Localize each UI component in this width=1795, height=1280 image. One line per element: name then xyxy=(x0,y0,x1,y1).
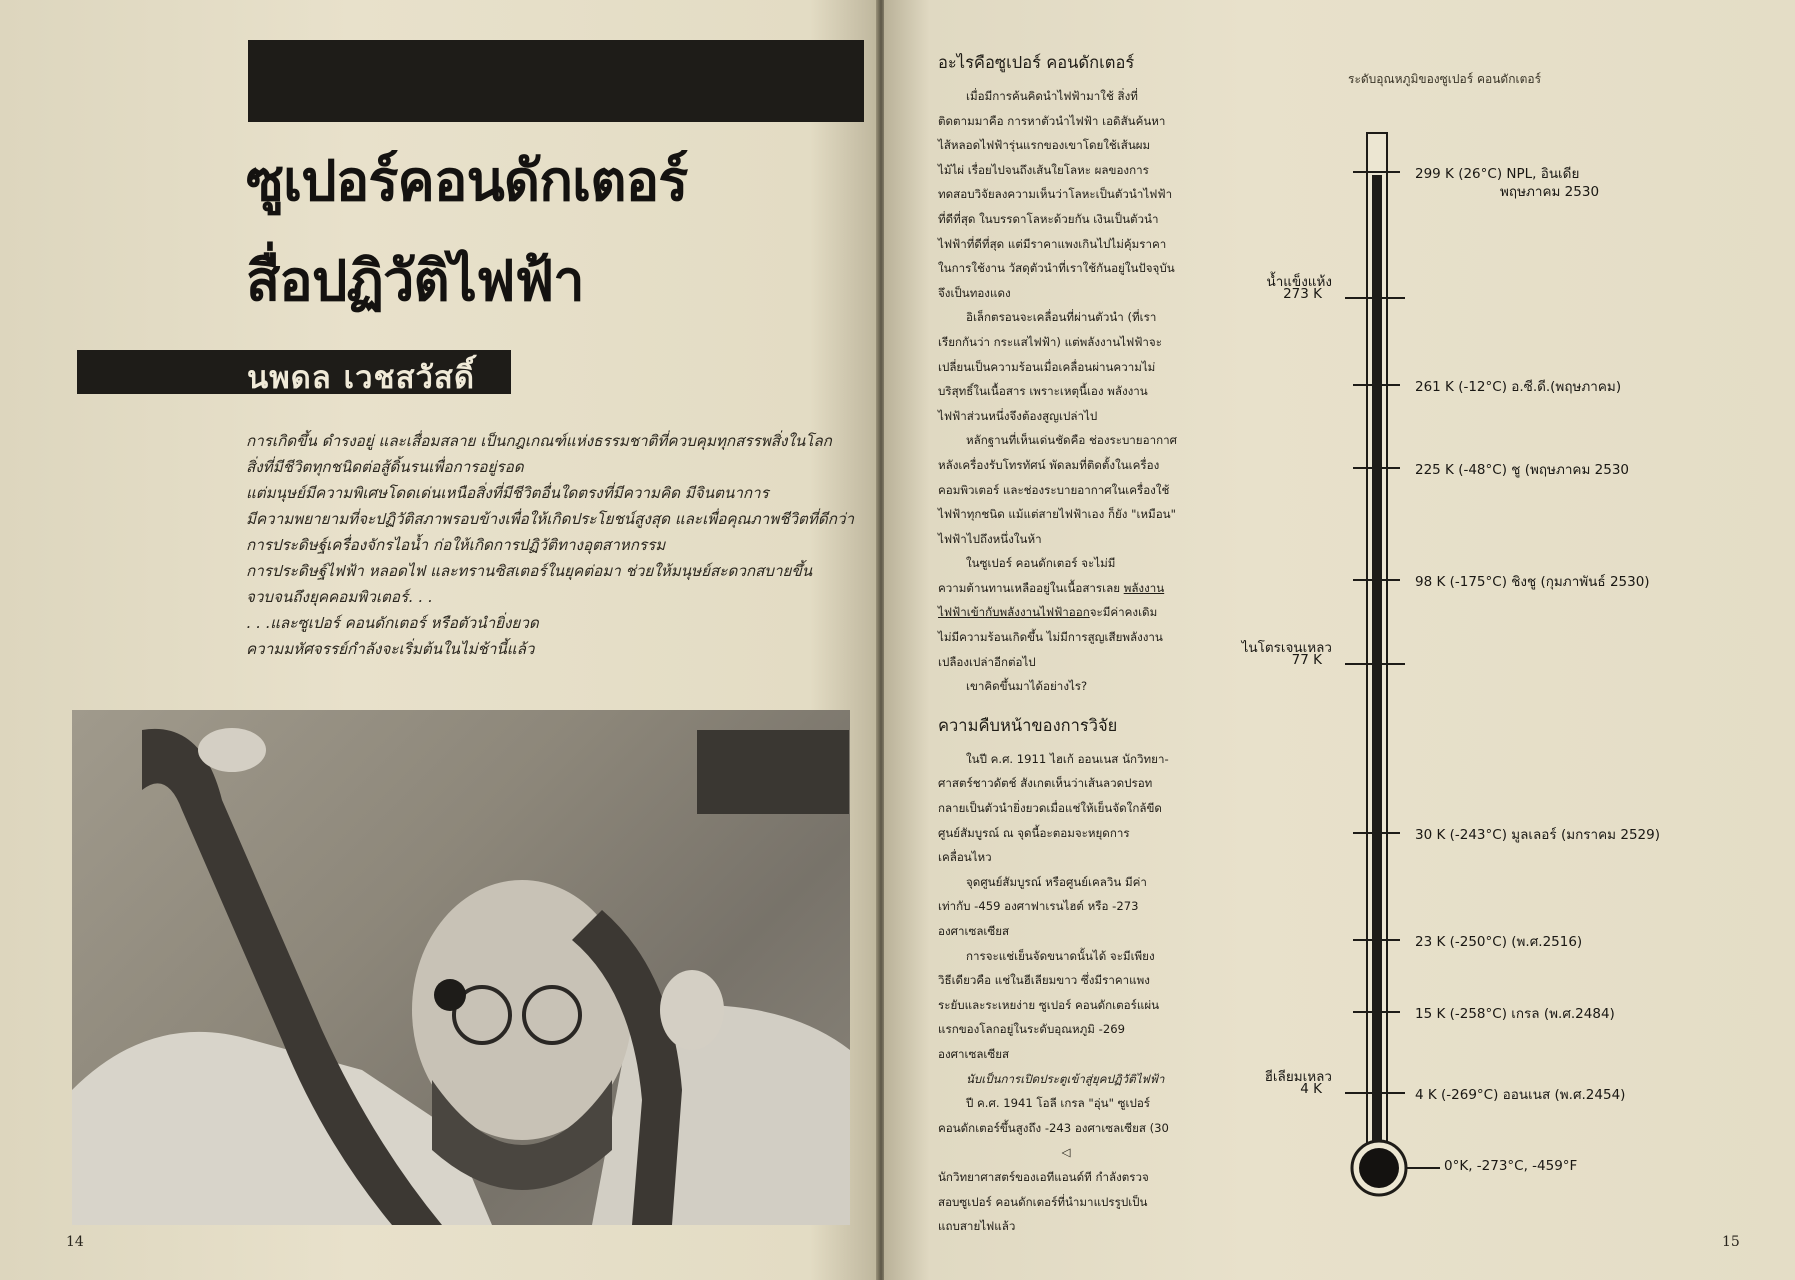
body-line: องศาเซลเซียส xyxy=(938,924,1010,938)
section-title-2: ความคืบหน้าของการวิจัย xyxy=(938,715,1118,735)
reference-label-sub: 77 K xyxy=(1291,652,1322,668)
intro-line: . . .และซูเปอร์ คอนดักเตอร์ หรือตัวนำยิ่งยวด xyxy=(246,614,539,632)
absolute-zero-label: 0°K, -273°C, -459°F xyxy=(1444,1158,1578,1174)
body-line: องศาเซลเซียส xyxy=(938,1046,1010,1061)
underlined-span: พลังงาน xyxy=(1123,580,1165,595)
temperature-label: 15 K (-258°C) เกรล (พ.ศ.2484) xyxy=(1415,1006,1615,1022)
thermometer-title: ระดับอุณหภูมิของซูเปอร์ คอนดักเตอร์ xyxy=(1348,72,1542,86)
body-line: กลายเป็นตัวนำยิ่งยวดเมื่อแช่ให้เย็นจัดใกล้ขีด xyxy=(938,801,1162,816)
body-line: เปลืองเปล่าอีกต่อไป xyxy=(938,654,1036,669)
intro-line: การประดิษฐ์ไฟฟ้า หลอดไฟ และทรานซิสเตอร์ในยุคต่อมา ช่วยให้มนุษย์สะดวกสบายขึ้น xyxy=(246,562,813,580)
body-line: ในการใช้งาน วัสดุตัวนำที่เราใช้กันอยู่ในปัจจุบัน xyxy=(938,261,1175,276)
body-line: ติดตามมาคือ การหาตัวนำไฟฟ้า เอดิสันค้นหา xyxy=(938,113,1166,128)
body-line: ศาสตร์ชาวดัตช์ สังเกตเห็นว่าเส้นลวดปรอท xyxy=(938,776,1153,791)
body-line: ไม้ไผ่ เรื่อยไปจนถึงเส้นใยโลหะ ผลของการ xyxy=(938,162,1149,177)
body-line: จึงเป็นทองแดง xyxy=(938,285,1011,300)
caption-line: แถบสายไฟแล้ว xyxy=(938,1219,1016,1234)
body-line: ไฟฟ้าไปถึงหนึ่งในห้า xyxy=(938,531,1042,546)
body-line: ศูนย์สัมบูรณ์ ณ จุดนี้อะตอมจะหยุดการ xyxy=(938,825,1130,840)
headline-line-2: สื่อปฏิวัติไฟฟ้า xyxy=(246,249,584,314)
body-line: ไฟฟ้าทุกชนิด แม้แต่สายไฟฟ้าเอง ก็ยัง "เหมือน" xyxy=(938,507,1176,522)
intro-line: แต่มนุษย์มีความพิเศษโดดเด่นเหนือสิ่งที่มีชีวิตอื่นใดตรงที่มีความคิด มีจินตนาการ xyxy=(246,484,769,502)
thermometer-bulb xyxy=(1359,1148,1399,1188)
body-line: หลักฐานที่เห็นเด่นชัดคือ ช่องระบายอากาศ xyxy=(966,433,1177,448)
page-number-left: 14 xyxy=(66,1234,84,1250)
body-line: บริสุทธิ์ในเนื้อสาร เพราะเหตุนี้เอง พลังงาน xyxy=(938,384,1148,399)
body-line: ไส้หลอดไฟฟ้ารุ่นแรกของเขาโดยใช้เส้นผม xyxy=(938,138,1151,153)
temperature-label-sub: พฤษภาคม 2530 xyxy=(1500,184,1600,200)
temperature-label: 299 K (26°C) NPL, อินเดีย xyxy=(1415,166,1580,182)
body-line: เรียกกันว่า กระแสไฟฟ้า) แต่พลังงานไฟฟ้าจะ xyxy=(938,334,1162,349)
reference-label: ฮีเลียมเหลว xyxy=(1264,1069,1332,1085)
body-line: เท่ากับ -459 องศาฟาเรนไฮต์ หรือ -273 xyxy=(938,899,1139,914)
body-line: แรกของโลกอยู่ในระดับอุณหภูมิ -269 xyxy=(938,1022,1125,1037)
temperature-label: 98 K (-175°C) ชิงชู (กุมภาพันธ์ 2530) xyxy=(1415,574,1650,590)
temperature-label: 30 K (-243°C) มูลเลอร์ (มกราคม 2529) xyxy=(1415,827,1660,843)
body-line: คอมพิวเตอร์ และช่องระบายอากาศในเครื่องใช้ xyxy=(938,482,1170,497)
reference-label: น้ำแข็งแห้ง xyxy=(1266,274,1332,290)
intro-line: การประดิษฐ์เครื่องจักรไอน้ำ ก่อให้เกิดการปฏิวัติทางอุตสาหกรรม xyxy=(246,536,666,554)
body-line: ในซูเปอร์ คอนดักเตอร์ จะไม่มี xyxy=(966,556,1116,571)
body-line: อิเล็กตรอนจะเคลื่อนที่ผ่านตัวนำ (ที่เรา xyxy=(966,310,1157,325)
intro-line: ความมหัศจรรย์กำลังจะเริ่มต้นในไม่ช้านี้แล้ว xyxy=(246,640,535,658)
section-title-1: อะไรคือซูเปอร์ คอนดักเตอร์ xyxy=(938,53,1135,72)
intro-line: มีความพยายามที่จะปฏิวัติสภาพรอบข้างเพื่อให้เกิดประโยชน์สูงสุด และเพื่อคุณภาพชีวิตที่ดีกว่า xyxy=(246,510,855,528)
body-line: ที่ดีที่สุด ในบรรดาโลหะด้วยกัน เงินเป็นตัวนำ xyxy=(938,211,1159,226)
intro-line: จวบจนถึงยุคคอมพิวเตอร์. . . xyxy=(246,588,433,606)
body-span: จะมีค่าคงเดิม xyxy=(1089,605,1158,620)
body-line: การจะแช่เย็นจัดขนาดนั้นได้ จะมีเพียง xyxy=(966,948,1155,963)
temperature-label: 23 K (-250°C) (พ.ศ.2516) xyxy=(1415,934,1583,950)
reference-label-sub: 273 K xyxy=(1283,286,1322,302)
caption-line: สอบซูเปอร์ คอนดักเตอร์ที่นำมาแปรรูปเป็น xyxy=(938,1194,1148,1209)
intro-line: การเกิดขึ้น ดำรงอยู่ และเสื่อมสลาย เป็นกฎเกณฑ์แห่งธรรมชาติที่ควบคุมทุกสรรพสิ่งในโลก xyxy=(246,432,832,450)
temperature-label: 225 K (-48°C) ชู (พฤษภาคม 2530 xyxy=(1415,462,1630,478)
body-line: เคลื่อนไหว xyxy=(938,850,992,865)
subhead: นับเป็นการเปิดประตูเข้าสู่ยุคปฏิวัติไฟฟ้า xyxy=(966,1071,1165,1086)
body-line: เปลี่ยนเป็นความร้อนเมื่อเคลื่อนผ่านความไม่ xyxy=(938,359,1156,374)
reference-label: ไนโตรเจนเหลว xyxy=(1241,640,1332,656)
body-line: ในปี ค.ศ. 1911 ไฮเก้ ออนเนส นักวิทยา- xyxy=(966,751,1169,766)
reference-label-sub: 4 K xyxy=(1300,1081,1322,1097)
body-line: ระยับและระเหยง่าย ซูเปอร์ คอนดักเตอร์แผ่น xyxy=(938,997,1160,1012)
body-line: ไฟฟ้าที่ดีที่สุด แต่มีราคาแพงเกินไปไม่คุ้มราคา xyxy=(938,236,1167,251)
body-line: เขาคิดขึ้นมาได้อย่างไร? xyxy=(966,679,1088,694)
body-line: หลังเครื่องรับโทรทัศน์ พัดลมที่ติดตั้งในเครื่อง xyxy=(938,457,1160,472)
temperature-label: 4 K (-269°C) ออนเนส (พ.ศ.2454) xyxy=(1415,1087,1626,1103)
body-line: ปี ค.ศ. 1941 โอลี เกรล "อุ่น" ซูเปอร์ xyxy=(966,1096,1151,1111)
author-name: นพดล เวชสวัสดิ์ xyxy=(247,360,475,396)
intro-line: สิ่งที่มีชีวิตทุกชนิดต่อสู้ดิ้นรนเพื่อการอยู่รอด xyxy=(246,458,524,476)
body-line: เมื่อมีการค้นคิดนำไฟฟ้ามาใช้ สิ่งที่ xyxy=(966,89,1138,103)
body-span: ความต้านทานเหลืออยู่ในเนื้อสารเลย xyxy=(938,580,1124,595)
body-line: ไฟฟ้าส่วนหนึ่งจึงต้องสูญเปล่าไป xyxy=(938,408,1098,423)
temperature-label: 261 K (-12°C) อ.ซี.ดี.(พฤษภาคม) xyxy=(1415,379,1622,395)
body-line: ไม่มีความร้อนเกิดขึ้น ไม่มีการสูญเสียพลังงาน xyxy=(938,630,1163,645)
page-number-right: 15 xyxy=(1722,1234,1740,1250)
thermometer-mercury xyxy=(1372,175,1382,1175)
caption-line: นักวิทยาศาสตร์ของเอทีแอนด์ที กำลังตรวจ xyxy=(938,1169,1149,1184)
triangle-mark: ◁ xyxy=(1061,1145,1071,1160)
body-line: ทดสอบวิจัยลงความเห็นว่าโลหะเป็นตัวนำไฟฟ้า xyxy=(938,187,1173,202)
body-line: คอนดักเตอร์ขึ้นสูงถึง -243 องศาเซลเซียส (30 xyxy=(938,1120,1169,1135)
underlined-span: ไฟฟ้าเข้ากับพลังงานไฟฟ้าออก xyxy=(938,605,1090,620)
body-line: จุดศูนย์สัมบูรณ์ หรือศูนย์เคลวิน มีค่า xyxy=(966,874,1147,889)
headline-line-1: ซูเปอร์คอนดักเตอร์ xyxy=(246,149,688,214)
body-line: วิธีเดียวคือ แช่ในฮีเลียมขาว ซึ่งมีราคาแพง xyxy=(938,973,1150,988)
